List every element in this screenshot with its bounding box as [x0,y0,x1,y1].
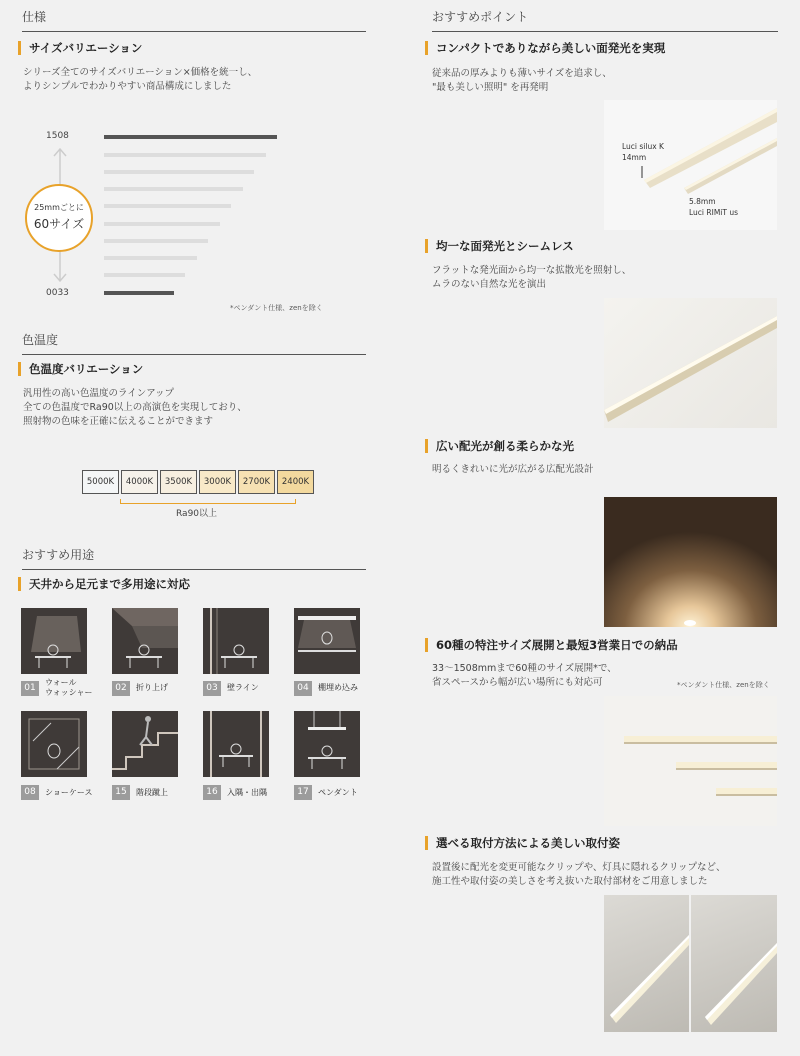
size-variation-desc: シリーズ全てのサイズバリエーション×価格を統一し、 よりシンプルでわかりやすい商品構成にしました [23,67,258,92]
size-bar [104,187,243,191]
usage-number: 08 [21,785,39,800]
compare-photo [604,100,777,230]
kelvin-3000k: 3000K [199,470,236,494]
usage-number: 01 [21,681,39,696]
point-3-desc: 明るくきれいに光が広がる広配光設計 [432,464,594,475]
usage-label: ショーケース [45,788,93,797]
usage-label: 棚埋め込み [318,683,358,692]
usage-heading: 天井から足元まで多用途に対応 [18,577,190,591]
point-1-heading: コンパクトでありながら美しい面発光を実現 [425,41,665,55]
size-bar [104,204,231,208]
mount-photo-left [604,895,689,1032]
badge-line2: 60サイズ [33,217,85,231]
usage-number: 16 [203,785,221,800]
size-bar-1508 [104,135,277,139]
kelvin-3500k: 3500K [160,470,197,494]
usage-corner-tile [203,711,269,777]
usage-wall-washer-tile [21,608,87,674]
usage-number: 17 [294,785,312,800]
point-4-desc: 33〜1508mmまで60種のサイズ展開*で、 省スペースから幅が広い場所にも対応可 [432,663,617,688]
usage-label: ペンダント [318,788,358,797]
points-section-title: おすすめポイント [432,8,778,32]
wide-light-photo [604,497,777,627]
usage-cove-tile [112,608,178,674]
point-5-desc: 設置後に配光を変更可能なクリップや、灯具に隠れるクリップなど、 施工性や取付姿の美しさを考え抜いた取付部材をご用意しました [432,862,726,887]
size-bar [104,256,197,260]
usage-number: 04 [294,681,312,696]
compare-b-name: Luci RIMiT us [689,208,738,217]
usage-label: 壁ライン [227,683,259,692]
kelvin-2400k: 2400K [277,470,314,494]
point-3-heading: 広い配光が創る柔らかな光 [425,439,574,453]
point-4-note: *ペンダント仕様、zenを除く [677,681,770,689]
size-bar [104,170,254,174]
size-top-label: 1508 [46,131,69,141]
usage-shelf-tile [294,608,360,674]
usage-showcase-tile [21,711,87,777]
color-temp-section-title: 色温度 [22,331,366,355]
usage-section-title: おすすめ用途 [22,546,366,570]
seamless-photo [604,298,777,428]
spec-section-title: 仕様 [22,8,366,32]
ra-bracket [120,499,296,504]
badge-line1: 25mmごとに [34,203,84,212]
usage-stair-tile [112,711,178,777]
kelvin-2700k: 2700K [238,470,275,494]
size-bottom-label: 0033 [46,288,69,298]
usage-pendant-tile [294,711,360,777]
usage-number: 03 [203,681,221,696]
point-1-desc: 従来品の厚みよりも薄いサイズを追求し、 "最も美しい照明" を再発明 [432,68,612,93]
usage-number: 15 [112,785,130,800]
size-bar [104,153,266,157]
custom-size-photo [604,696,777,826]
size-variation-heading: サイズバリエーション [18,41,142,55]
ra-label: Ra90以上 [176,509,218,519]
usage-label: ウォール ウォッシャー [45,678,93,697]
point-5-heading: 選べる取付方法による美しい取付姿 [425,836,620,850]
compare-a-size: 14mm [622,153,647,162]
usage-label: 入隅・出隅 [227,788,267,797]
point-4-heading: 60種の特注サイズ展開と最短3営業日での納品 [425,638,678,652]
usage-label: 折り上げ [136,683,168,692]
usage-label: 階段蹴上 [136,788,168,797]
usage-number: 02 [112,681,130,696]
kelvin-4000k: 4000K [121,470,158,494]
color-temp-desc: 汎用性の高い色温度のラインアップ 全ての色温度でRa90以上の高演色を実現しており、 照射物の色味を正確に伝えることができます [23,388,247,427]
compare-b-size: 5.8mm [689,197,716,206]
point-2-heading: 均一な面発光とシームレス [425,239,574,253]
size-note: *ペンダント仕様、zenを除く [230,304,323,312]
usage-wall-line-tile [203,608,269,674]
size-bar [104,239,208,243]
size-bar [104,273,185,277]
size-bar-0033 [104,291,174,295]
compare-a-name: Luci silux K [622,142,664,151]
color-temp-heading: 色温度バリエーション [18,362,143,376]
mount-photo-right [691,895,777,1032]
point-2-desc: フラットな発光面から均一な拡散光を照射し、 ムラのない自然な光を演出 [432,265,632,290]
size-bar [104,222,220,226]
size-count-badge [25,184,93,252]
kelvin-5000k: 5000K [82,470,119,494]
